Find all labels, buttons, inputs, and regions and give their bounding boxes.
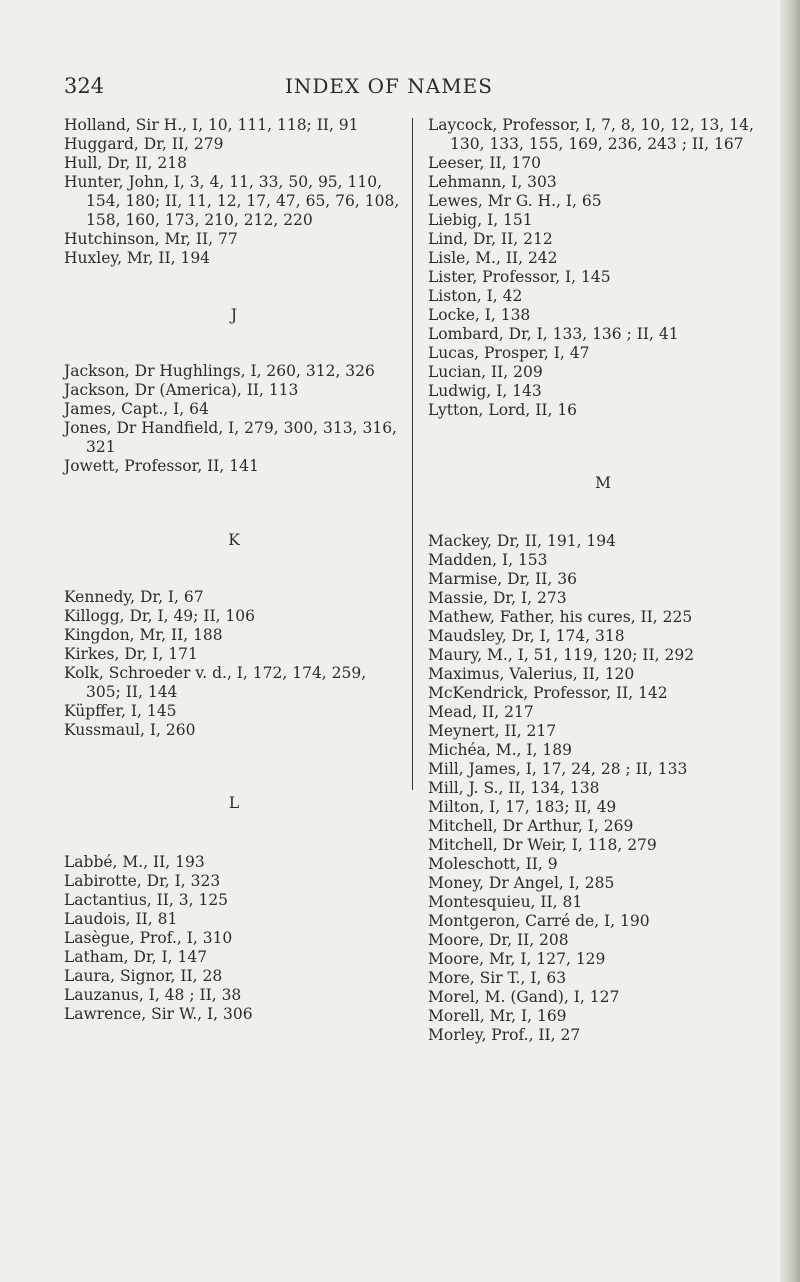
index-entry: Kingdon, Mr, II, 188: [64, 626, 223, 644]
index-entry: Meynert, II, 217: [428, 722, 557, 740]
index-entry: Marmise, Dr, II, 36: [428, 570, 577, 588]
section-letter-k: K: [228, 531, 240, 549]
index-entry: Kennedy, Dr, I, 67: [64, 588, 204, 606]
index-entry: Mead, II, 217: [428, 703, 534, 721]
index-entry: Killogg, Dr, I, 49; II, 106: [64, 607, 256, 625]
index-column-left: [64, 116, 404, 1024]
index-entry: Michéa, M., I, 189: [428, 741, 572, 759]
index-entry: Lisle, M., II, 242: [428, 249, 558, 267]
index-entry: Lind, Dr, II, 212: [428, 230, 553, 248]
index-entry: Hunter, John, I, 3, 4, 11, 33, 50, 95, 110, 154, 180; II, 11, 12, 17, 47, 65, 76, 108, 158, 160, 173, 210, 212, 220: [64, 173, 400, 229]
index-entry: Holland, Sir H., I, 10, 111, 118; II, 91: [64, 116, 359, 134]
index-entry: Jones, Dr Handfield, I, 279, 300, 313, 316, 321: [64, 419, 397, 456]
index-entry: Kirkes, Dr, I, 171: [64, 645, 198, 663]
index-entry: Labirotte, Dr, I, 323: [64, 872, 221, 890]
page-edge-shadow: [780, 0, 800, 1282]
index-entry: Money, Dr Angel, I, 285: [428, 874, 615, 892]
index-entry: Huggard, Dr, II, 279: [64, 135, 224, 153]
index-entry: Massie, Dr, I, 273: [428, 589, 567, 607]
index-entry: Maudsley, Dr, I, 174, 318: [428, 627, 625, 645]
index-entry: Maury, M., I, 51, 119, 120; II, 292: [428, 646, 695, 664]
index-entry: Kolk, Schroeder v. d., I, 172, 174, 259, 305; II, 144: [64, 664, 367, 701]
index-entry: Latham, Dr, I, 147: [64, 948, 208, 966]
index-entry: Milton, I, 17, 183; II, 49: [428, 798, 617, 816]
index-entry: Mitchell, Dr Arthur, I, 269: [428, 817, 634, 835]
index-entry: Liebig, I, 151: [428, 211, 533, 229]
index-entry: McKendrick, Professor, II, 142: [428, 684, 668, 702]
index-entry: Küpffer, I, 145: [64, 702, 177, 720]
index-entry: Lawrence, Sir W., I, 306: [64, 1005, 253, 1023]
index-entry: Lewes, Mr G. H., I, 65: [428, 192, 602, 210]
index-entry: Leeser, II, 170: [428, 154, 542, 172]
index-entry: Jackson, Dr (America), II, 113: [64, 381, 299, 399]
index-entry: Huxley, Mr, II, 194: [64, 249, 211, 267]
index-entry: Lucas, Prosper, I, 47: [428, 344, 590, 362]
index-entry: Lucian, II, 209: [428, 363, 543, 381]
index-entry: Laura, Signor, II, 28: [64, 967, 223, 985]
index-entry: Madden, I, 153: [428, 551, 548, 569]
index-entry: Lehmann, I, 303: [428, 173, 557, 191]
index-entry: Jowett, Professor, II, 141: [64, 457, 259, 475]
index-entry: Lombard, Dr, I, 133, 136 ; II, 41: [428, 325, 679, 343]
index-entry: Lactantius, II, 3, 125: [64, 891, 229, 909]
index-entry: Mathew, Father, his cures, II, 225: [428, 608, 693, 626]
index-entry: Montesquieu, II, 81: [428, 893, 583, 911]
index-entry: Locke, I, 138: [428, 306, 531, 324]
index-entry: Hutchinson, Mr, II, 77: [64, 230, 238, 248]
section-letter-l: L: [228, 794, 240, 812]
index-entry: Moore, Mr, I, 127, 129: [428, 950, 606, 968]
index-entry: Kussmaul, I, 260: [64, 721, 196, 739]
index-entry: Lytton, Lord, II, 16: [428, 401, 578, 419]
index-entry: James, Capt., I, 64: [64, 400, 209, 418]
page-header: [64, 74, 714, 104]
index-entry: Morel, M. (Gand), I, 127: [428, 988, 620, 1006]
page-number: 324: [64, 74, 105, 98]
index-entry: Laudois, II, 81: [64, 910, 178, 928]
section-letter-j: J: [230, 306, 238, 324]
index-entry: Jackson, Dr Hughlings, I, 260, 312, 326: [64, 362, 375, 380]
index-entry: Montgeron, Carré de, I, 190: [428, 912, 650, 930]
index-entry: Labbé, M., II, 193: [64, 853, 205, 871]
index-entry: Morley, Prof., II, 27: [428, 1026, 581, 1044]
index-entry: Liston, I, 42: [428, 287, 523, 305]
index-entry: Mill, James, I, 17, 24, 28 ; II, 133: [428, 760, 688, 778]
index-entry: Hull, Dr, II, 218: [64, 154, 187, 172]
column-divider: [412, 118, 413, 790]
index-entry: Moleschott, II, 9: [428, 855, 558, 873]
index-entry: Mackey, Dr, II, 191, 194: [428, 532, 617, 550]
index-entry: More, Sir T., I, 63: [428, 969, 567, 987]
index-entry: Morell, Mr, I, 169: [428, 1007, 567, 1025]
index-entry: Maximus, Valerius, II, 120: [428, 665, 635, 683]
index-entry: Laycock, Professor, I, 7, 8, 10, 12, 13, 14, 130, 133, 155, 169, 236, 243 ; II, 167: [428, 116, 754, 153]
section-letter-m: M: [595, 474, 611, 492]
index-entry: Lauzanus, I, 48 ; II, 38: [64, 986, 242, 1004]
index-entry: Ludwig, I, 143: [428, 382, 542, 400]
index-entry: Lister, Professor, I, 145: [428, 268, 611, 286]
running-head-title: INDEX OF NAMES: [285, 74, 493, 98]
index-column-right: [428, 116, 778, 1045]
index-entry: Moore, Dr, II, 208: [428, 931, 569, 949]
index-entry: Mitchell, Dr Weir, I, 118, 279: [428, 836, 657, 854]
index-entry: Mill, J. S., II, 134, 138: [428, 779, 600, 797]
index-entry: Lasègue, Prof., I, 310: [64, 929, 233, 947]
